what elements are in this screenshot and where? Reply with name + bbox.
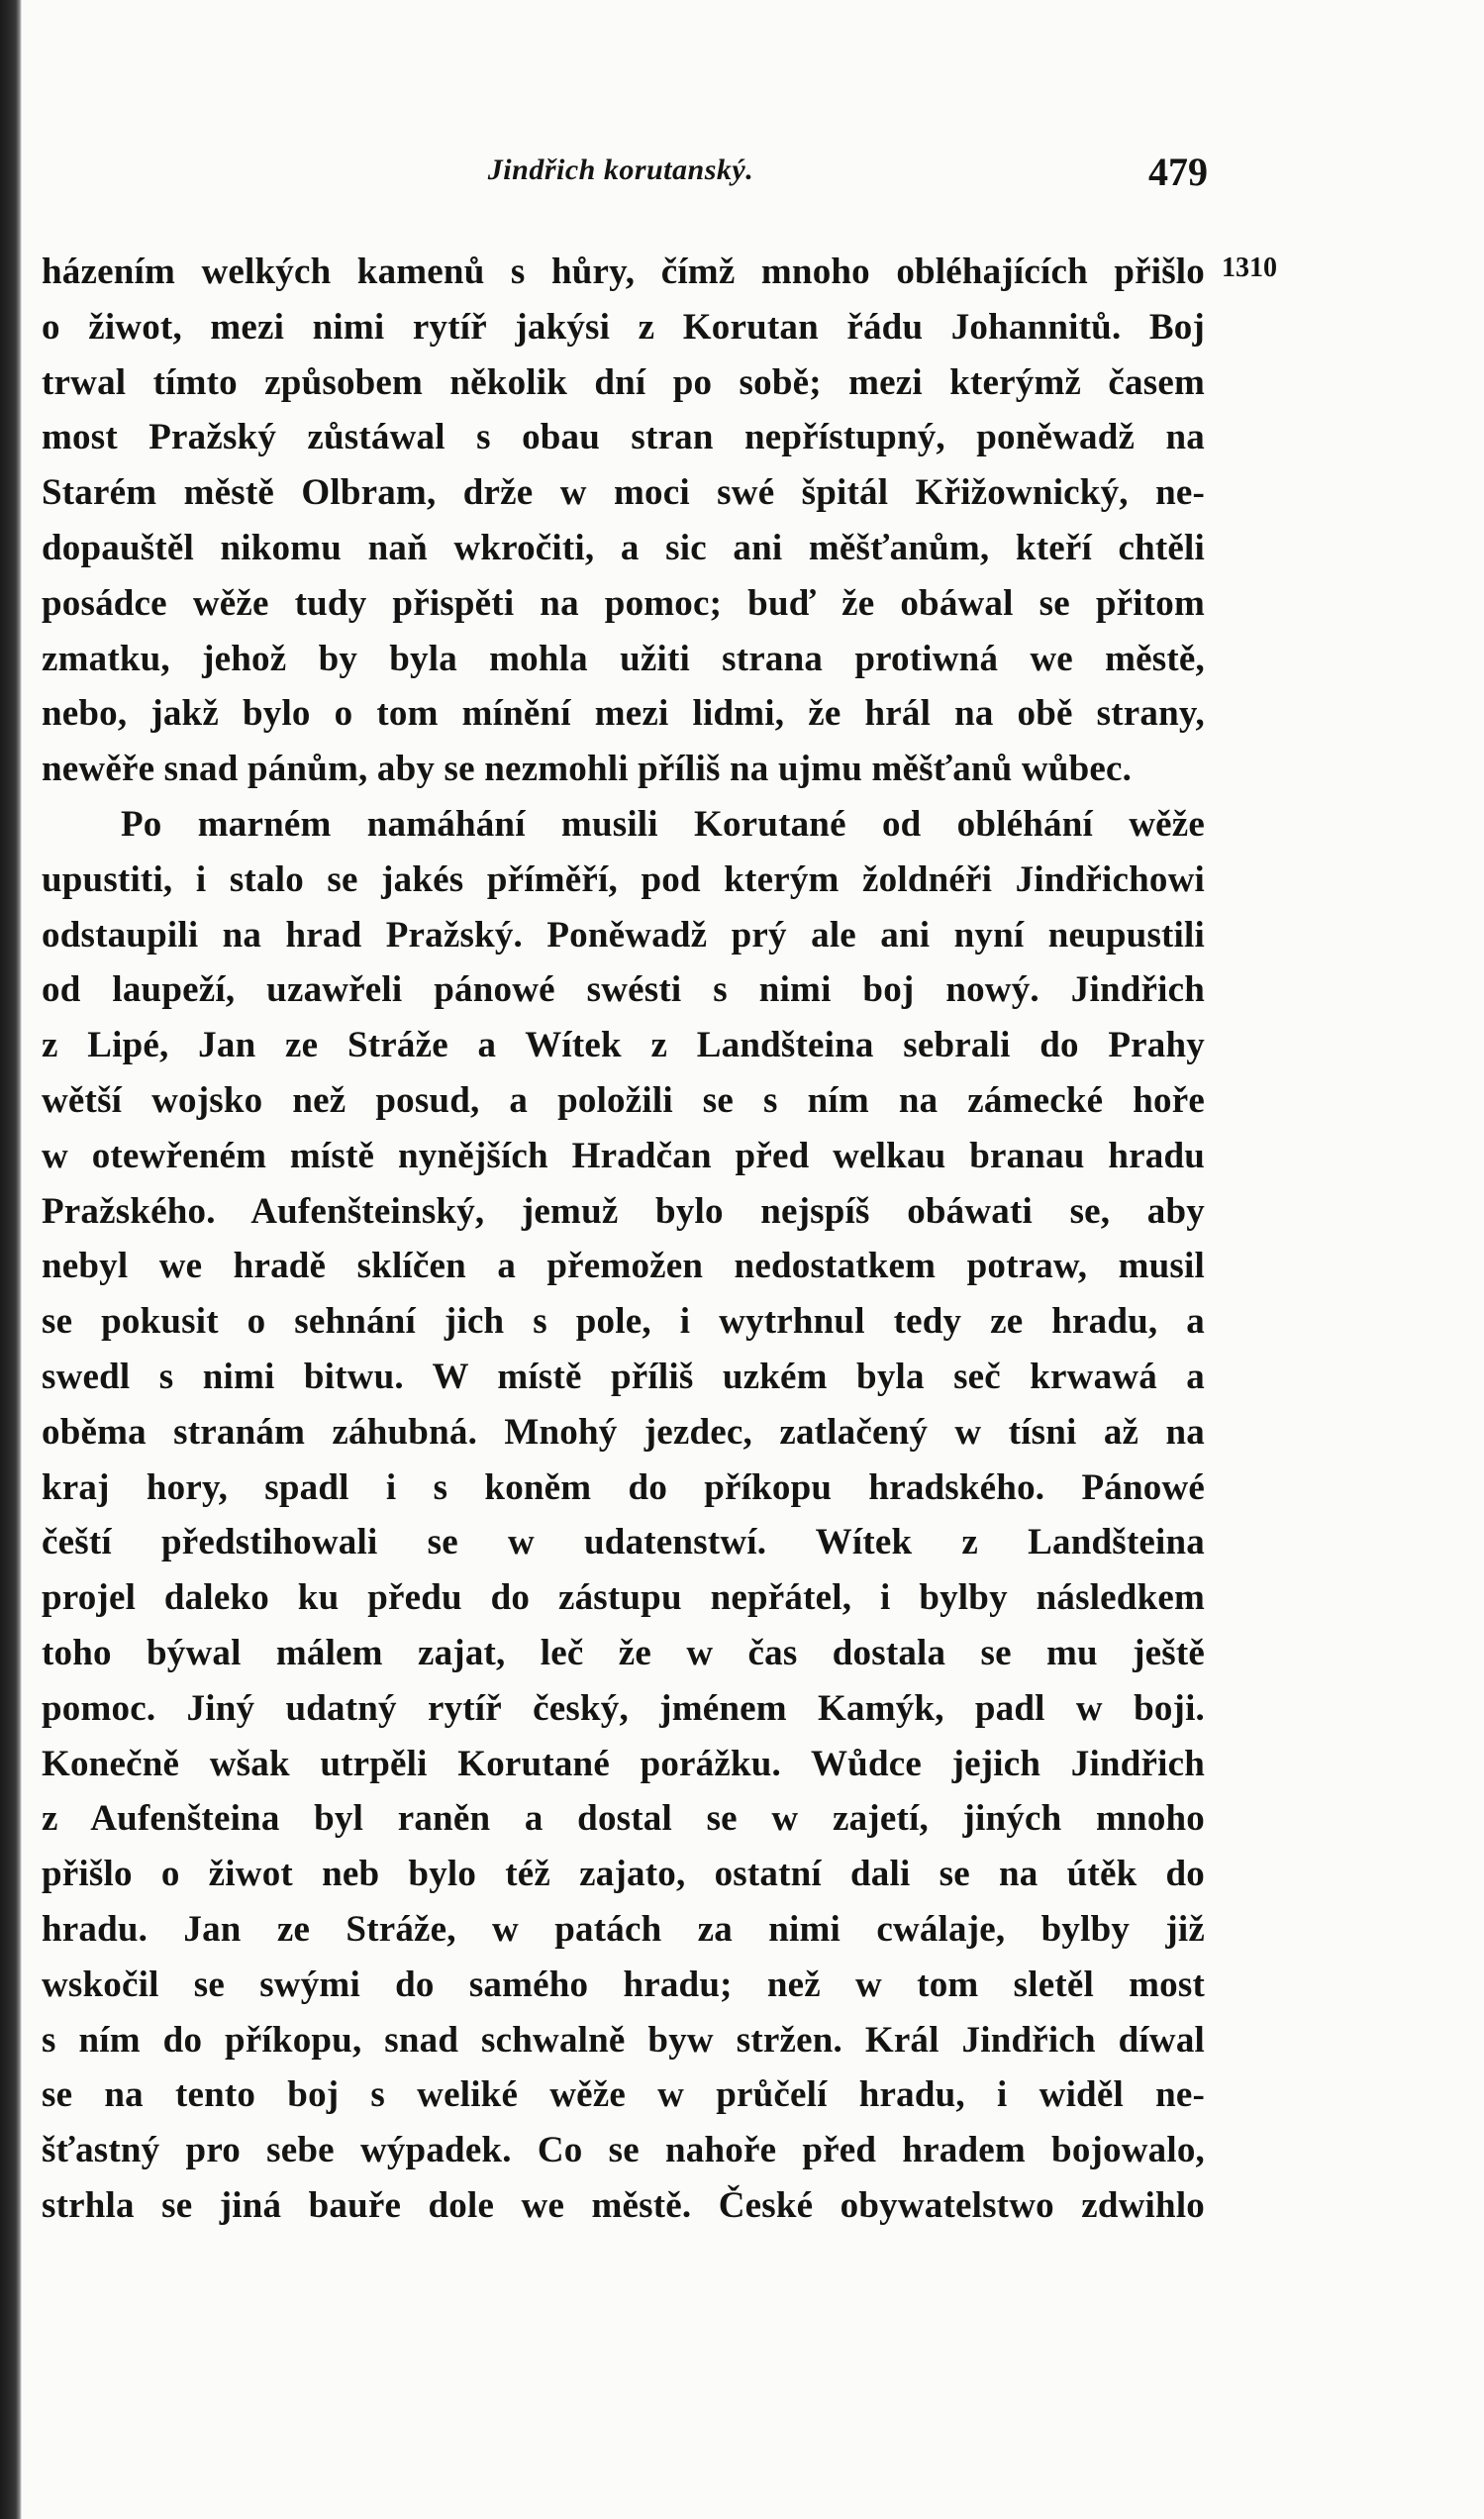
text-line: z Lipé, Jan ze Stráže a Wítek z Landšteina sebrali do Prahy [42,1025,1205,1066]
text-line: hradu. Jan ze Stráže, w patách za nimi cwálaje, bylby již [42,1908,1205,1950]
text-line: s ním do příkopu, snad schwalně byw stržen. Král Jindřich díwal [42,2019,1205,2061]
text-line: dopauštěl nikomu naň wkročiti, a sic ani měšťanům, kteří chtěli [42,527,1205,568]
body-text [42,245,1205,2234]
text-line: házením welkých kamenů s hůry, čímž mnoho obléhajících přišlo [42,252,1205,292]
text-line: most Pražský zůstáwal s obau stran nepřístupný, poněwadž na [42,417,1205,458]
text-line: Starém městě Olbram, drže w moci swé špitál Křižownický, ne- [42,472,1205,514]
text-line: wskočil se swými do samého hradu; než w tom sletěl most [42,1964,1205,2005]
text-line: oběma stranám záhubná. Mnohý jezdec, zatlačený w tísni až na [42,1411,1205,1453]
text-line: wětší wojsko než posud, a položili se s ním na zámecké hoře [42,1079,1205,1121]
book-page [22,0,1484,2519]
text-line: trwal tímto způsobem několik dní po sobě; mezi kterýmž časem [42,361,1205,403]
text-line: od laupeží, uzawřeli pánowé swésti s nimi boj nowý. Jindřich [42,969,1205,1011]
text-line: newěře snad pánům, aby se nezmohli příliš na ujmu měšťanů wůbec. [42,749,1133,790]
running-title: Jindřich korutanský. [487,153,754,186]
text-line: šťastný pro sebe wýpadek. Co se nahoře před hradem bojowalo, [42,2130,1205,2171]
text-line: z Aufenšteina byl raněn a dostal se w zajetí, jiných mnoho [42,1798,1205,1840]
margin-year-note: 1310 [1222,252,1277,283]
text-line: swedl s nimi bitwu. W místě příliš uzkém byla seč krwawá a [42,1356,1205,1397]
text-line: upustiti, i stalo se jakés příměří, pod kterým žoldnéři Jindřichowi [42,858,1205,900]
text-line: o žiwot, mezi nimi rytíř jakýsi z Korutan řádu Johannitů. Boj [42,306,1205,348]
text-line: pomoc. Jiný udatný rytíř český, jménem Kamýk, padl w boji. [42,1687,1205,1729]
text-line: odstaupili na hrad Pražský. Poněwadž prý ale ani nyní neupustili [42,914,1205,956]
page-number: 479 [1148,150,1208,194]
text-line: Po marném namáhání musili Korutané od obléhání wěže [121,803,1205,845]
text-line: se na tento boj s weliké wěže w průčelí hradu, i widěl ne- [42,2074,1205,2116]
text-line: w otewřeném místě nynějších Hradčan před welkau branau hradu [42,1135,1205,1176]
text-line: Konečně wšak utrpěli Korutané porážku. Wůdce jejich Jindřich [42,1743,1205,1784]
text-line: nebyl we hradě sklíčen a přemožen nedostatkem potraw, musil [42,1246,1205,1287]
text-line: strhla se jiná bauře dole we městě. České obywatelstwo zdwihlo [42,2184,1205,2226]
text-line: čeští předstihowali se w udatenstwí. Wítek z Landšteina [42,1522,1205,1563]
text-line: posádce wěže tudy přispěti na pomoc; buď že obáwal se přitom [42,582,1205,624]
text-line: zmatku, jehož by byla mohla užiti strana protiwná we městě, [42,638,1205,679]
text-line: se pokusit o sehnání jich s pole, i wytrhnul tedy ze hradu, a [42,1301,1205,1343]
text-line: nebo, jakž bylo o tom mínění mezi lidmi, že hrál na obě strany, [42,693,1205,735]
binding-shadow [0,0,22,2519]
text-line: kraj hory, spadl i s koněm do příkopu hradského. Pánowé [42,1466,1205,1508]
text-line: toho býwal málem zajat, leč že w čas dostala se mu ještě [42,1632,1205,1673]
text-line: projel daleko ku předu do zástupu nepřátel, i bylby následkem [42,1577,1205,1619]
text-line: Pražského. Aufenšteinský, jemuž bylo nejspíš obáwati se, aby [42,1190,1205,1232]
text-line: přišlo o žiwot neb bylo též zajato, ostatní dali se na útěk do [42,1854,1205,1895]
